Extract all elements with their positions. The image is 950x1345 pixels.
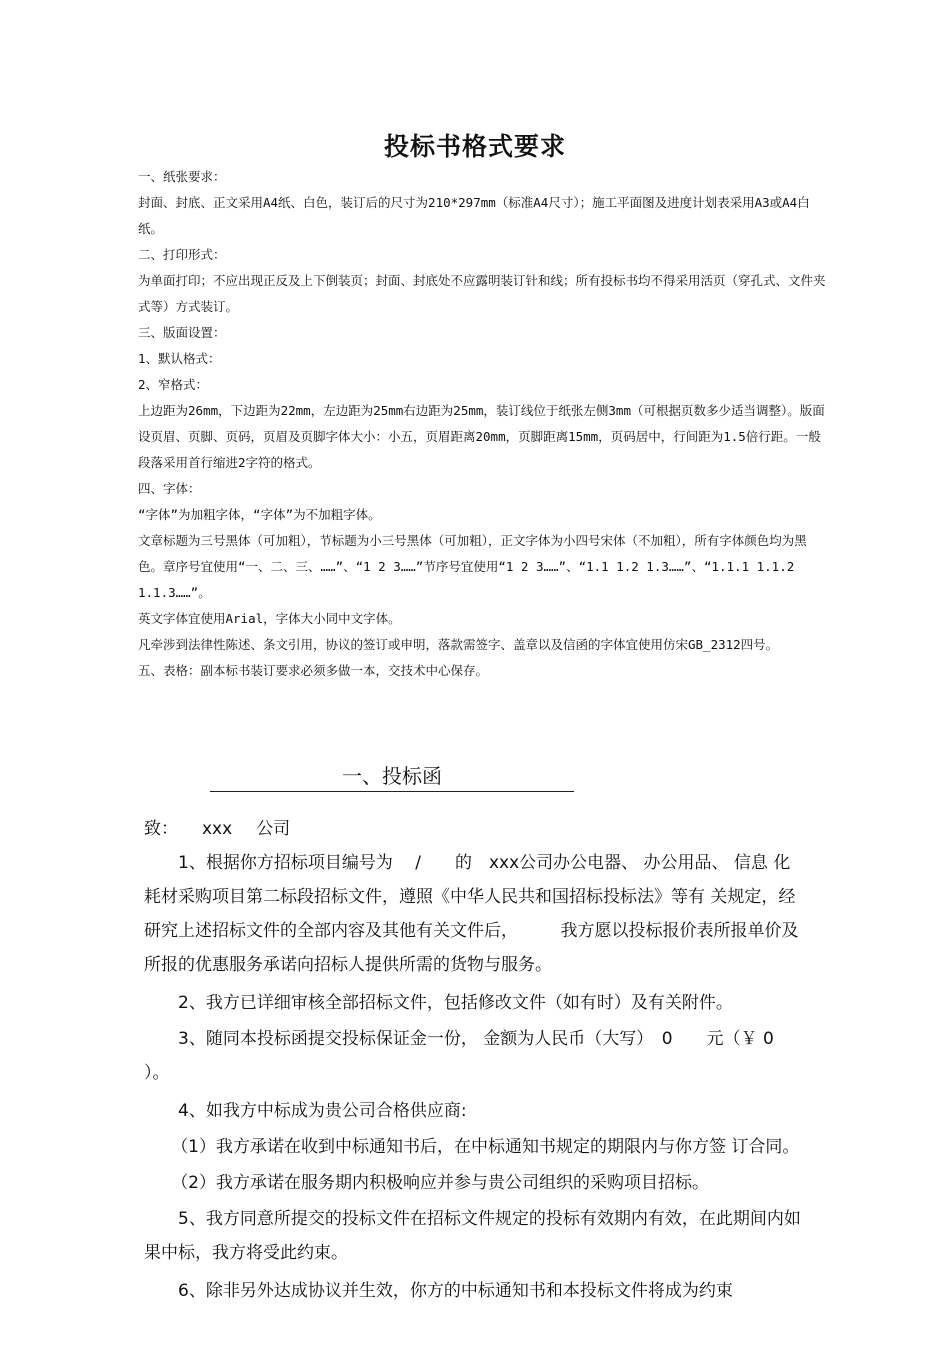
- req-heading-paper: 一、纸张要求：: [138, 169, 226, 184]
- format-requirements: [138, 164, 828, 684]
- letter-paragraph: 1、根据你方招标项目编号为 / 的 xxx公司办公电器、 办公用品、 信息 化耗材采购项目第二标段招标文件，遵照《中华人民共和国招标投标法》等有 关规定，经研究上述招标文件的全部内容及其他有关文件后， 我方愿以投标报价表所报单价及所报的优惠服务承诺向招标人提供所需的货物与服务。: [144, 853, 799, 975]
- letter-paragraph: 4、如我方中标成为贵公司合格供应商:: [178, 1101, 467, 1121]
- req-margins-text: 上边距为26mm，下边距为22mm，左边距为25mm右边距为25mm，装订线位于纸张左侧3mm（可根据页数多少适当调整）。版面设页眉、页脚、页码，页眉及页脚字体大小：小五，页眉距离20mm，页脚距离15mm，页码居中，行间距为1.5倍行距。一般段落采用首行缩进2字符的格式。: [138, 403, 825, 470]
- greeting-company: xxx: [202, 819, 233, 839]
- letter-greeting: [144, 812, 804, 846]
- letter-paragraph: 2、我方已详细审核全部招标文件，包括修改文件（如有时）及有关附件。: [178, 993, 733, 1013]
- req-table-copy: 五、表格：副本标书装订要求必须多做一本，交技术中心保存。: [138, 663, 489, 678]
- page-title: 投标书格式要求: [383, 132, 566, 161]
- req-legal-font: 凡牵涉到法律性陈述、条文引用，协议的签订或申明，落款需签字、盖章以及信函的字体宜使用仿宋GB_2312四号。: [138, 637, 779, 652]
- req-default-format: 1、默认格式：: [138, 351, 221, 366]
- letter-paragraph: 5、我方同意所提交的投标文件在招标文件规定的投标有效期内有效，在此期间内如果中标，我方将受此约束。: [144, 1209, 801, 1263]
- greeting-suffix: 公司: [256, 819, 291, 839]
- letter-paragraph: （2）我方承诺在服务期内积极响应并参与贵公司组织的采购项目招标。: [171, 1173, 710, 1193]
- letter-paragraph: 6、除非另外达成协议并生效，你方的中标通知书和本投标文件将成为约束: [178, 1281, 733, 1301]
- req-font-sizes-text: 文章标题为三号黑体（可加粗），节标题为小三号黑体（可加粗），正文字体为小四号宋体（不加粗），所有字体颜色均为黑色。章序号宜使用“一、二、三、……”、“1 2 3……”节序号宜使用“1 2 3……”、“1.1 1.2 1.3……”、“1.1.1 1.1.2 1.1.3……”。: [138, 533, 807, 600]
- req-narrow-format: 2、窄格式：: [138, 377, 209, 392]
- req-heading-layout: 三、版面设置：: [138, 325, 226, 340]
- letter-paragraph: 3、随同本投标函提交投标保证金一份， 金额为人民币（大写） 0 元（￥ 0 ）。: [144, 1029, 774, 1083]
- letter-paragraph: （1）我方承诺在收到中标通知书后，在中标通知书规定的期限内与你方签 订合同。: [171, 1137, 800, 1157]
- greeting-to: 致：: [144, 819, 178, 839]
- req-english-font: 英文字体宜使用Arial，字体大小同中文字体。: [138, 611, 401, 626]
- req-paper-text: 封面、封底、正文采用A4纸、白色，装订后的尺寸为210*297mm（标准A4尺寸）；施工平面图及进度计划表采用A3或A4白纸。: [138, 195, 810, 236]
- req-heading-print: 二、打印形式：: [138, 247, 226, 262]
- section-title: 一、投标函: [210, 762, 574, 792]
- req-font-bold-note: “字体”为加粗字体，“字体”为不加粗字体。: [138, 507, 381, 522]
- bid-letter: [144, 812, 804, 1308]
- req-print-text: 为单面打印；不应出现正反及上下倒装页；封面、封底处不应露明装订针和线；所有投标书均不得采用活页（穿孔式、文件夹式等）方式装订。: [138, 273, 826, 314]
- req-heading-font: 四、字体：: [138, 481, 201, 496]
